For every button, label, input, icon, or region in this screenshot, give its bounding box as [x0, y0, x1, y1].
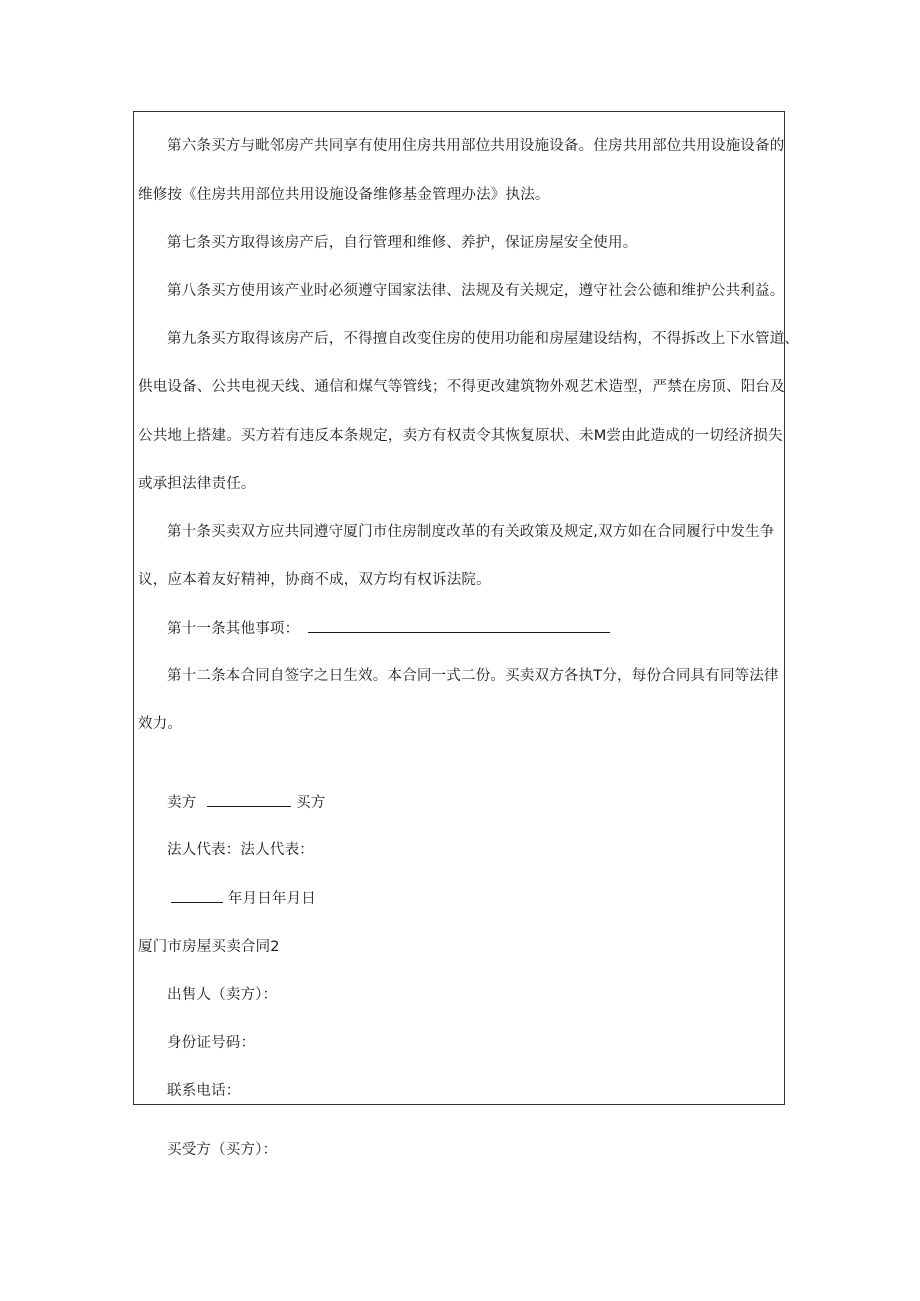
signing-dates: 年月日年月日 — [227, 891, 317, 907]
article-11-label: 第十一条其他事项： — [167, 621, 300, 637]
article-10-line-2: 议，应本着友好精神，协商不成，双方均有权诉法院。 — [138, 572, 491, 588]
article-11 — [167, 618, 610, 639]
article-6-line-1: 第六条买方与毗邻房产共同享有使用住房共用部位共用设施设备。住房共用部位共用设施设备的 — [167, 138, 785, 154]
seller-label: 卖方 — [167, 795, 197, 811]
article-9-line-1: 第九条买方取得该房产后，不得擅自改变住房的使用功能和房屋建设结构，不得拆改上下水管道、 — [167, 331, 800, 347]
signing-dates-line — [171, 888, 316, 909]
article-12-line-2: 效力。 — [138, 716, 183, 732]
seller-field-label: 出售人（卖方）： — [167, 987, 278, 1003]
buyer-field-label: 买受方（买方）： — [167, 1142, 278, 1158]
seller-signature-blank[interactable] — [207, 792, 291, 807]
id-number-field-label: 身份证号码： — [167, 1035, 256, 1051]
other-matters-blank[interactable] — [308, 618, 610, 633]
article-9-line-4: 或承担法律责任。 — [138, 476, 256, 492]
legal-representatives: 法人代表：法人代表： — [167, 842, 314, 858]
phone-field-label: 联系电话： — [167, 1083, 241, 1099]
article-6-line-2: 维修按《住房共用部位共用设施设备维修基金管理办法》执法。 — [138, 187, 550, 203]
seller-buyer-line — [167, 792, 325, 813]
article-10-line-1: 第十条买卖双方应共同遵守厦门市住房制度改革的有关政策及规定,双方如在合同履行中发生争 — [167, 524, 775, 540]
date-blank[interactable] — [171, 888, 223, 903]
buyer-label: 买方 — [296, 795, 326, 811]
article-12-line-1: 第十二条本合同自签字之日生效。本合同一式二份。买卖双方各执T分，每份合同具有同等法律 — [167, 668, 779, 684]
second-contract-title: 厦门市房屋买卖合同2 — [138, 939, 280, 955]
article-9-line-2: 供电设备、公共电视天线、通信和煤气等管线；不得更改建筑物外观艺术造型，严禁在房顶、阳台及 — [138, 379, 785, 395]
article-9-line-3: 公共地上搭建。买方若有违反本条规定，卖方有权责令其恢复原状、未M尝由此造成的一切经济损失 — [138, 428, 783, 444]
article-8: 第八条买方使用该产业时必须遵守国家法律、法规及有关规定，遵守社会公德和维护公共利益。 — [167, 283, 785, 299]
article-7: 第七条买方取得该房产后，自行管理和维修、养护，保证房屋安全使用。 — [167, 235, 638, 251]
